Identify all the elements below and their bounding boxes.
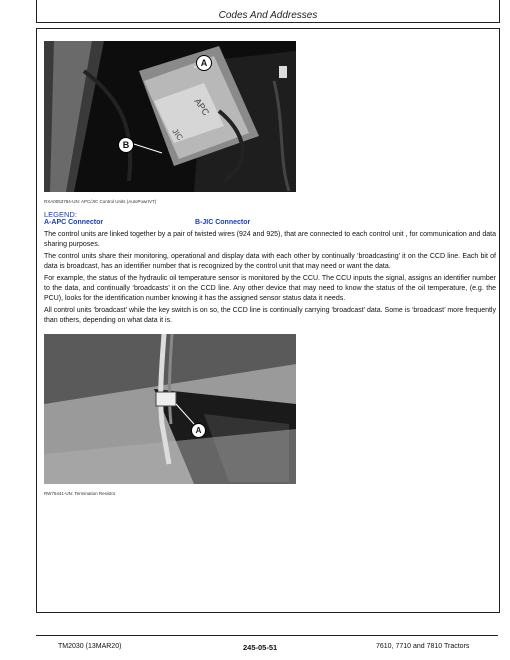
- footer-rule: [36, 635, 498, 636]
- paragraph-4: All control units ‘broadcast’ while the key switch is on so, the CCD line is continually carrying ‘broadcast’ data. Some is ‘broadcast’ more frequently than others, depending on what data it is.: [44, 307, 496, 324]
- callout-b-circle: B: [118, 137, 134, 153]
- termination-resistor-photo: [44, 334, 296, 484]
- figure1-caption: RXA0053784-UN: APC/JIC Control Units (AutoPowrIVT): [44, 199, 157, 204]
- callout-a-circle: A: [191, 423, 206, 438]
- page-title: Codes And Addresses: [218, 10, 318, 21]
- legend-item-b: B-JIC Connector: [195, 219, 251, 226]
- svg-text:JIC: JIC: [170, 126, 185, 142]
- footer-manual-id: TM2030 (13MAR20): [58, 643, 122, 650]
- figure2-caption: RW75441-UN: Termination Resistor: [44, 491, 116, 496]
- page-header: [36, 0, 500, 23]
- footer-model: 7610, 7710 and 7810 Tractors: [376, 643, 470, 650]
- content-frame: [36, 28, 500, 613]
- control-units-photo: [44, 41, 296, 192]
- legend-title: LEGEND:: [44, 210, 77, 219]
- paragraph-3: For example, the status of the hydraulic oil temperature sensor is monitored by the CCU. The CCU inputs the signal, assigns an identifier number to the data, and continually ‘broadcasts’ it on the CCD line. Any other device that may need to know the status of the oil temperature, (e.g. the PCU), looks for the identification number knowing it has the assigned sensor status data it needs.: [44, 275, 496, 302]
- callout-a-circle: A: [196, 55, 212, 71]
- paragraph-2: The control units share their monitoring, operational and display data with each other by continually ‘broadcasting’ it on the CCD line. Each bit of data is broadcast, has an identifier number that is recognized by the control unit that may need or want the data.: [44, 253, 496, 270]
- legend-item-a: A-APC Connector: [44, 219, 104, 226]
- paragraph-1: The control units are linked together by a pair of twisted wires (924 and 925), that are connected to each control unit , for communication and data sharing purposes.: [44, 231, 496, 248]
- footer-page-number: 245-05-51: [243, 643, 278, 652]
- svg-text:APC: APC: [192, 96, 212, 118]
